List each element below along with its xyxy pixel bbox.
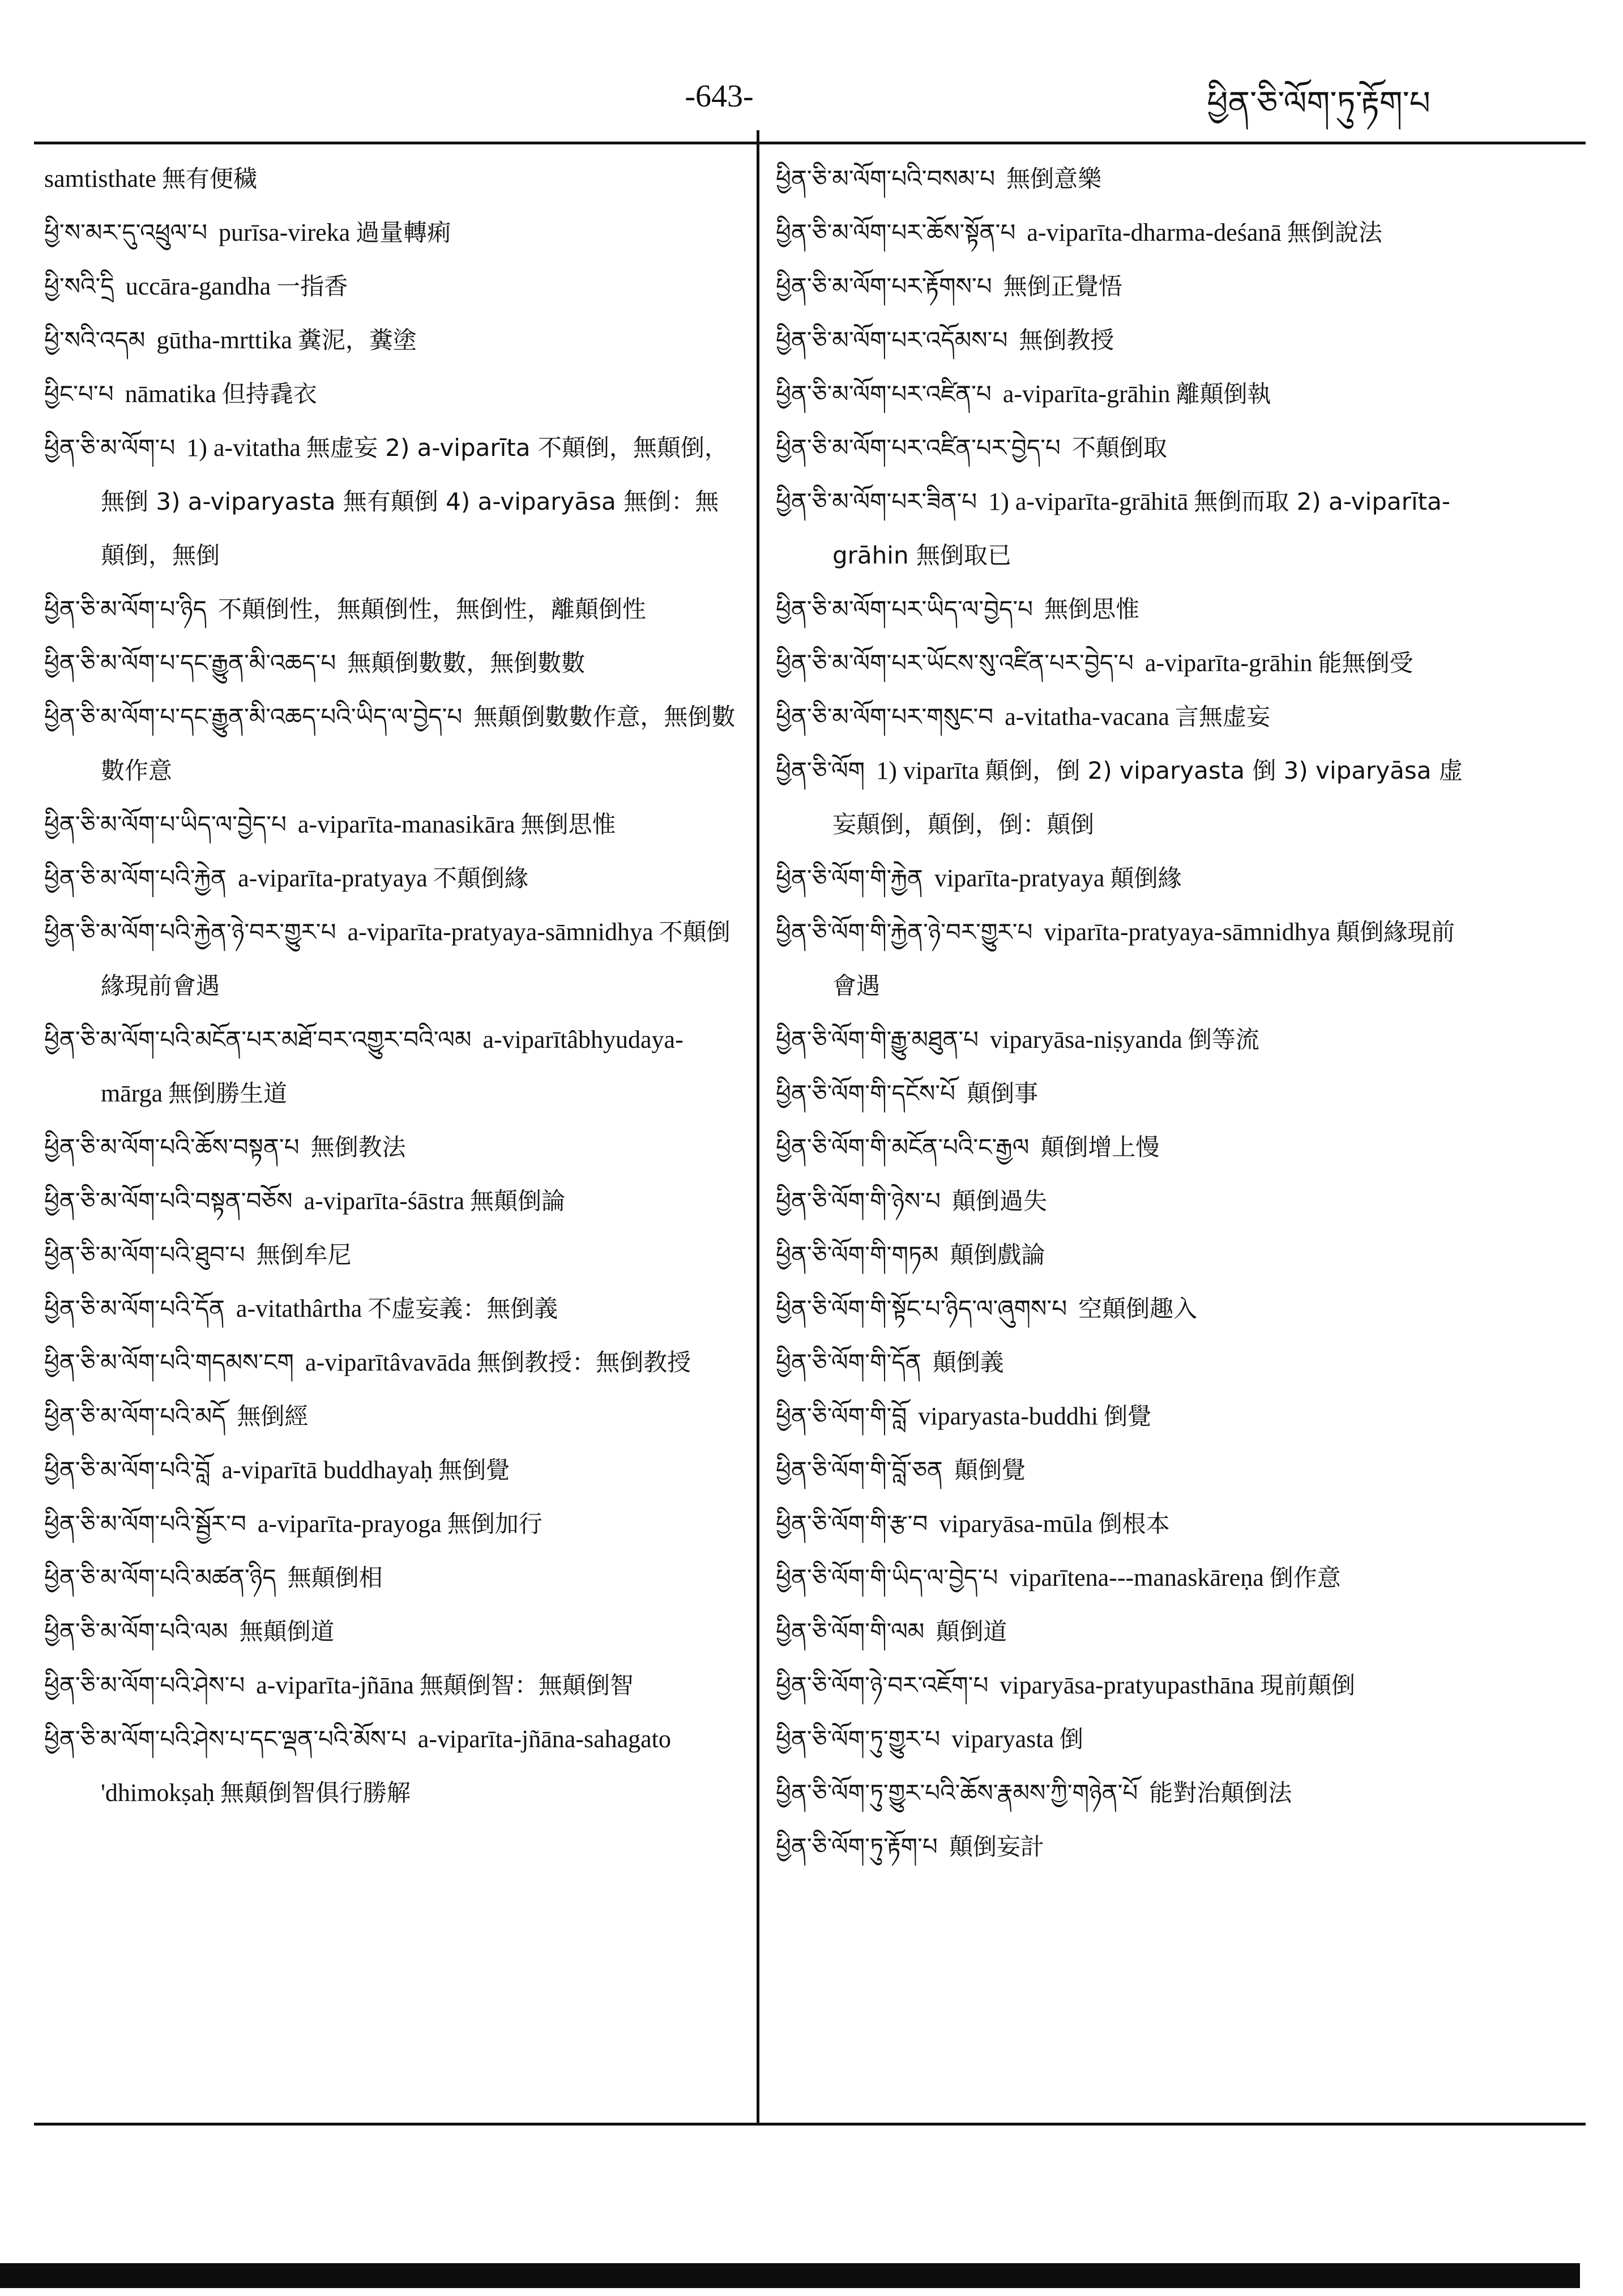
sanskrit-equivalent: gūtha-mrttika [156,326,292,354]
dictionary-entry [44,1551,741,1604]
tibetan-headword: ཕྱིན་ཅི་མ་ལོག་པའི་མདོ [44,1402,226,1430]
chinese-equivalent: 顛倒道 [936,1618,1007,1645]
dictionary-entry [776,1766,1478,1820]
dictionary-entry [44,797,741,851]
tibetan-headword: ཕྱིན་ཅི་མ་ལོག་པའི་ཤེས་པ [44,1671,245,1699]
sanskrit-equivalent: a-viparītâbhyudaya-mārga [101,1026,684,1107]
sanskrit-equivalent: viparīta-pratyaya [934,864,1105,892]
chinese-equivalent: 無倒正覺悟 [1003,272,1122,300]
tibetan-headword: ཕྱིན་ཅི་ལོག་གི་རྒྱུ་མཐུན་པ [776,1026,979,1053]
sanskrit-equivalent: a-viparīta-pratyaya [238,864,428,892]
tibetan-headword: ཕྱིན་ཅི་ལོག་གི་ཡིད་ལ་བྱེད་པ [776,1564,998,1591]
tibetan-headword: ཕྱིན་ཅི་མ་ལོག་པ [44,434,176,462]
chinese-equivalent: 顛倒事 [967,1079,1039,1107]
chinese-equivalent: 不顛倒取 [1071,434,1167,462]
dictionary-entry [776,1013,1478,1066]
chinese-equivalent: 無倒思惟 [520,810,616,838]
sanskrit-equivalent: viparīta-pratyaya-sāmnidhya [1044,918,1331,946]
tibetan-headword: ཕྱིན་ཅི་ལོག་གི་མངོན་པའི་ང་རྒྱལ [776,1133,1030,1161]
tibetan-headword: ཕྱིན་ཅི་ལོག་ཏུ་གྱུར་པ [776,1725,941,1753]
tibetan-headword: ཕྱིན་ཅི་ལོག་གི་ཉེས་པ [776,1187,941,1215]
tibetan-headword: ཕྱིན་ཅི་ལོག་གི་རྩ་བ [776,1510,928,1538]
dictionary-entry [776,1066,1478,1120]
tibetan-headword: ཕྱིན་ཅི་མ་ལོག་པའི་ཐུབ་པ [44,1241,245,1269]
dictionary-entry [776,1820,1478,1873]
tibetan-headword: ཕྱིན་ཅི་མ་ལོག་པར་གསུང་བ [776,703,994,731]
dictionary-entry [776,1335,1478,1389]
dictionary-entry [776,1497,1478,1551]
scan-edge-bar [0,2263,1580,2288]
chinese-equivalent: 顛倒妄計 [949,1833,1044,1860]
dictionary-entry [776,851,1478,905]
chinese-equivalent: 顛倒緣現前會遇 [832,918,1455,1000]
sanskrit-equivalent: a-viparīta-prayoga [257,1510,442,1538]
tibetan-headword: ཕྱིན་ཅི་ལོག་གི་རྐྱེན་ཉེ་བར་གྱུར་པ [776,918,1033,946]
chinese-equivalent: 無顛倒論 [469,1187,565,1215]
chinese-equivalent: 無倒牟尼 [256,1241,352,1269]
dictionary-entry [776,313,1478,367]
dictionary-entry [776,1604,1478,1658]
dictionary-entry [44,421,741,582]
sanskrit-equivalent: a-viparītâvavāda [305,1348,472,1376]
sanskrit-equivalent: a-viparīta-śāstra [304,1187,464,1215]
chinese-equivalent: 倒根本 [1098,1510,1170,1538]
tibetan-headword: ཕྱིན་ཅི་མ་ལོག་པར་ཟིན་པ [776,488,977,515]
chinese-equivalent: 無顛倒智：無顛倒智 [419,1671,634,1699]
tibetan-headword: ཕྱིན་ཅི་མ་ལོག་པའི་མངོན་པར་མཐོ་བར་འགྱུར་བའི་ལམ [44,1026,472,1053]
dictionary-entry [44,851,741,905]
tibetan-headword: ཕྱིན་ཅི་ལོག་གི་གཏམ [776,1241,939,1269]
dictionary-entry [44,367,741,421]
chinese-equivalent: 無倒勝生道 [168,1079,288,1107]
chinese-equivalent: 無倒教法 [310,1133,406,1161]
tibetan-headword: ཕྱིན་ཅི་མ་ལོག་པའི་ཤེས་པ་དང་ལྡན་པའི་མོས་པ [44,1725,407,1753]
tibetan-headword: ཕྱིན་ཅི་མ་ལོག་པའི་ཆོས་བསྟན་པ [44,1133,300,1161]
sanskrit-equivalent: samtisthate [44,165,156,193]
chinese-equivalent: 不虚妄義：無倒義 [368,1295,558,1322]
chinese-equivalent: 倒作意 [1269,1564,1341,1591]
dictionary-entry [44,1174,741,1228]
dictionary-entry [44,1335,741,1389]
chinese-equivalent: 不顛倒緣 [433,864,528,892]
dictionary-entry [776,475,1478,582]
dictionary-entry [44,1228,741,1282]
tibetan-headword: ཕྱིན་ཅི་མ་ལོག་པ་ཡིད་ལ་བྱེད་པ [44,810,287,838]
tibetan-headword: ཕྱིན་ཅི་མ་ལོག་པའི་གདམས་ངག [44,1348,294,1376]
tibetan-headword: ཕྱིན་ཅི་མ་ལོག་པའི་སྦྱོར་བ [44,1510,246,1538]
dictionary-entry [776,421,1478,475]
chinese-equivalent: 倒等流 [1188,1026,1259,1053]
tibetan-headword: ཕྱིན་ཅི་མ་ལོག་པར་ཆོས་སྟོན་པ [776,219,1016,246]
tibetan-headword: ཕྱིན་ཅི་མ་ལོག་པའི་བསམ་པ [776,165,996,193]
chinese-equivalent: 無顛倒數數，無倒數數 [347,649,586,677]
column-divider [757,130,759,2124]
header-rule [34,142,1586,144]
dictionary-entry [44,313,741,367]
tibetan-headword: ཕྱིན་ཅི་མ་ལོག་པར་རྟོགས་པ [776,272,992,300]
chinese-equivalent: 顛倒戲論 [950,1241,1045,1269]
chinese-equivalent: 無倒而取 2) a-viparīta-grāhin 無倒取已 [832,488,1451,569]
sanskrit-equivalent: a-viparīta-grāhin [1002,380,1171,408]
chinese-equivalent: 顛倒過失 [952,1187,1048,1215]
dictionary-entry [44,1120,741,1174]
sanskrit-equivalent: a-vitathârtha [236,1295,362,1322]
dictionary-entry [776,905,1478,1013]
tibetan-headword: ཕྱིན་ཅི་མ་ལོག་པའི་རྐྱེན [44,864,227,892]
dictionary-entry [44,1604,741,1658]
left-column [44,152,741,1820]
chinese-equivalent: 糞泥，糞塗 [297,326,417,354]
dictionary-entry [44,582,741,636]
chinese-equivalent: 無顛倒數數作意，無倒數數作意 [101,703,736,784]
chinese-equivalent: 能無倒受 [1318,649,1413,677]
sanskrit-equivalent: 1) viparīta [876,757,980,784]
sanskrit-equivalent: a-viparītā buddhayaḥ [221,1456,433,1484]
sanskrit-equivalent: 1) a-vitatha [186,434,301,462]
chinese-equivalent: 言無虚妄 [1174,703,1270,731]
chinese-equivalent: 現前顛倒 [1260,1671,1356,1699]
tibetan-headword: ཕྱིན་ཅི་ལོག་གི་སྟོང་པ་ཉིད་ལ་ཞུགས་པ [776,1295,1067,1322]
chinese-equivalent: 不顛倒緣現前會遇 [101,918,731,1000]
sanskrit-equivalent: viparyasta [951,1725,1054,1753]
chinese-equivalent: 倒覺 [1104,1402,1152,1430]
chinese-equivalent: 但持毳衣 [221,380,317,408]
dictionary-entry [44,1658,741,1712]
dictionary-entry [776,259,1478,313]
sanskrit-equivalent: a-viparīta-grāhin [1144,649,1313,677]
dictionary-entry [776,1282,1478,1335]
dictionary-entry [44,636,741,690]
tibetan-headword: ཕྱིན་ཅི་ལོག་གི་དོན [776,1348,921,1376]
sanskrit-equivalent: viparyasta-buddhi [918,1402,1099,1430]
chinese-equivalent: 顛倒緣 [1110,864,1182,892]
dictionary-entry [44,690,741,797]
tibetan-headword: ཕྱི་སའི་དྲི [44,272,114,300]
tibetan-headword: ཕྱིན་ཅི་མ་ལོག་པའི་བློ [44,1456,211,1484]
chinese-equivalent: 無倒加行 [447,1510,543,1538]
tibetan-headword: ཕྱིན་ཅི་མ་ལོག་པ་དང་རྒྱུན་མི་འཆད་པ [44,649,336,677]
dictionary-entry [776,1120,1478,1174]
dictionary-entry [44,905,741,1013]
sanskrit-equivalent: a-viparīta-manasikāra [297,810,515,838]
dictionary-entry [776,152,1478,206]
chinese-equivalent: 無有便穢 [161,165,257,193]
dictionary-entry [44,1712,741,1820]
dictionary-entry [44,1443,741,1497]
dictionary-entry [44,1282,741,1335]
tibetan-headword: ཕྱིན་ཅི་མ་ལོག་པར་ཡོངས་སུ་འཛིན་པར་བྱེད་པ [776,649,1134,677]
chinese-equivalent: 倒 [1060,1725,1084,1753]
tibetan-headword: ཕྱིན་ཅི་མ་ལོག་པའི་རྐྱེན་ཉེ་བར་གྱུར་པ [44,918,336,946]
chinese-equivalent: 顛倒義 [932,1348,1004,1376]
chinese-equivalent: 無倒意樂 [1006,165,1102,193]
tibetan-headword: ཕྱིན་ཅི་མ་ལོག་པར་འཛིན་པ [776,380,992,408]
sanskrit-equivalent: a-viparīta-jñāna-sahagato 'dhimokṣaḥ [101,1725,677,1807]
sanskrit-equivalent: a-viparīta-pratyaya-sāmnidhya [347,918,654,946]
tibetan-headword: ཕྱིན་ཅི་ལོག་གི་ལམ [776,1618,925,1645]
tibetan-headword: ཕྱིན་ཅི་མ་ལོག་པ་ཉིད [44,595,207,623]
dictionary-entry [776,744,1478,851]
dictionary-entry [44,152,741,206]
dictionary-entry [776,636,1478,690]
tibetan-headword: ཕྱིན་ཅི་ལོག་ཏུ་རྟོག་པ [776,1833,938,1860]
chinese-equivalent: 不顛倒性，無顛倒性，無倒性，離顛倒性 [217,595,646,623]
tibetan-headword: ཕྱིན་ཅི་མ་ལོག་པའི་མཚན་ཉིད [44,1564,276,1591]
dictionary-entry [776,1712,1478,1766]
tibetan-headword: ཕྱིན་ཅི་ལོག་གི་རྐྱེན [776,864,923,892]
chinese-equivalent: 無倒教授：無倒教授 [477,1348,691,1376]
dictionary-entry [776,1551,1478,1604]
tibetan-headword: ཕྱིན་ཅི་མ་ལོག་པ་དང་རྒྱུན་མི་འཆད་པའི་ཡིད་ལ་བྱེད་པ [44,703,463,731]
chinese-equivalent: 無倒說法 [1287,219,1382,246]
dictionary-entry [776,367,1478,421]
chinese-equivalent: 無倒覺 [438,1456,510,1484]
tibetan-headword: ཕྱི་ས་མར་དུ་འཕྲུལ་པ [44,219,208,246]
tibetan-headword: ཕྱིན་ཅི་ལོག་གི་དངོས་པོ [776,1079,956,1107]
tibetan-headword: ཕྱིན་ཅི་ལོག་ཏུ་གྱུར་པའི་ཆོས་རྣམས་ཀྱི་གཉེན་པོ [776,1779,1138,1807]
dictionary-entry [776,1658,1478,1712]
chinese-equivalent: 一指香 [276,272,348,300]
tibetan-headword: ཕྱིན་ཅི་མ་ལོག་པར་ཡིད་ལ་བྱེད་པ [776,595,1033,623]
sanskrit-equivalent: purīsa-vireka [219,219,351,246]
sanskrit-equivalent: viparyāsa-mūla [939,1510,1093,1538]
right-column [776,152,1478,1873]
sanskrit-equivalent: a-vitatha-vacana [1005,703,1169,731]
tibetan-headword: ཕྱིན་ཅི་ལོག་གི་བློ་ཅན [776,1456,943,1484]
chinese-equivalent: 無倒經 [237,1402,309,1430]
chinese-equivalent: 顛倒，倒 2) viparyasta 倒 3) viparyāsa 虚妄顛倒，顛倒，倒：顛倒 [832,757,1463,838]
sanskrit-equivalent: a-viparīta-jñāna [256,1671,414,1699]
dictionary-entry [776,690,1478,744]
sanskrit-equivalent: 1) a-viparīta-grāhitā [988,488,1189,515]
tibetan-headword: ཕྱི་སའི་འདམ [44,326,146,354]
tibetan-headword: ཕྱིན་ཅི་མ་ལོག་པའི་དོན [44,1295,225,1322]
dictionary-entry [776,582,1478,636]
dictionary-entry [776,1443,1478,1497]
chinese-equivalent: 無顛倒智俱行勝解 [220,1779,411,1807]
chinese-equivalent: 離顛倒執 [1176,380,1271,408]
sanskrit-equivalent: uccāra-gandha [125,272,271,300]
dictionary-entry [776,1389,1478,1443]
dictionary-entry [44,1497,741,1551]
sanskrit-equivalent: viparyāsa-niṣyanda [990,1026,1182,1053]
sanskrit-equivalent: viparītena---manaskāreṇa [1009,1564,1264,1591]
chinese-equivalent: 顛倒覺 [954,1456,1026,1484]
page-number: -643- [685,79,754,114]
tibetan-headword: ཕྱིང་པ་པ [44,380,114,408]
chinese-equivalent: 無虚妄 2) a-viparīta 不顛倒，無顛倒，無倒 3) a-viparyasta 無有顛倒 4) a-viparyāsa 無倒：無顛倒，無倒 [101,434,728,569]
tibetan-headword: ཕྱིན་ཅི་ལོག་གི་བློ [776,1402,907,1430]
tibetan-headword: ཕྱིན་ཅི་ལོག་ཉེ་བར་འཇོག་པ [776,1671,989,1699]
dictionary-entry [776,1228,1478,1282]
dictionary-entry [44,1013,741,1120]
chinese-equivalent: 顛倒增上慢 [1040,1133,1160,1161]
dictionary-entry [44,259,741,313]
chinese-equivalent: 過量轉痢 [356,219,451,246]
dictionary-entry [44,1389,741,1443]
chinese-equivalent: 能對治顛倒法 [1149,1779,1292,1807]
sanskrit-equivalent: viparyāsa-pratyupasthāna [1000,1671,1254,1699]
chinese-equivalent: 空顛倒趣入 [1078,1295,1198,1322]
dictionary-entry [44,206,741,259]
tibetan-headword: ཕྱིན་ཅི་མ་ལོག་པའི་ལམ [44,1618,228,1645]
tibetan-headword: ཕྱིན་ཅི་ལོག [776,757,865,784]
chinese-equivalent: 無顛倒相 [287,1564,383,1591]
chinese-equivalent: 無倒教授 [1019,326,1114,354]
tibetan-headword: ཕྱིན་ཅི་མ་ལོག་པའི་བསྟན་བཅོས [44,1187,293,1215]
tibetan-headword: ཕྱིན་ཅི་མ་ལོག་པར་འཛིན་པར་བྱེད་པ [776,434,1061,462]
sanskrit-equivalent: nāmatika [125,380,216,408]
tibetan-headword: ཕྱིན་ཅི་མ་ལོག་པར་འདོམས་པ [776,326,1008,354]
chinese-equivalent: 無倒思惟 [1044,595,1140,623]
footer-rule [34,2123,1586,2126]
sanskrit-equivalent: a-viparīta-dharma-deśanā [1027,219,1282,246]
dictionary-entry [776,206,1478,259]
dictionary-entry [776,1174,1478,1228]
running-head: ཕྱིན་ཅི་ལོག་ཏུ་རྟོག་པ [1207,84,1430,122]
chinese-equivalent: 無顛倒道 [239,1618,335,1645]
